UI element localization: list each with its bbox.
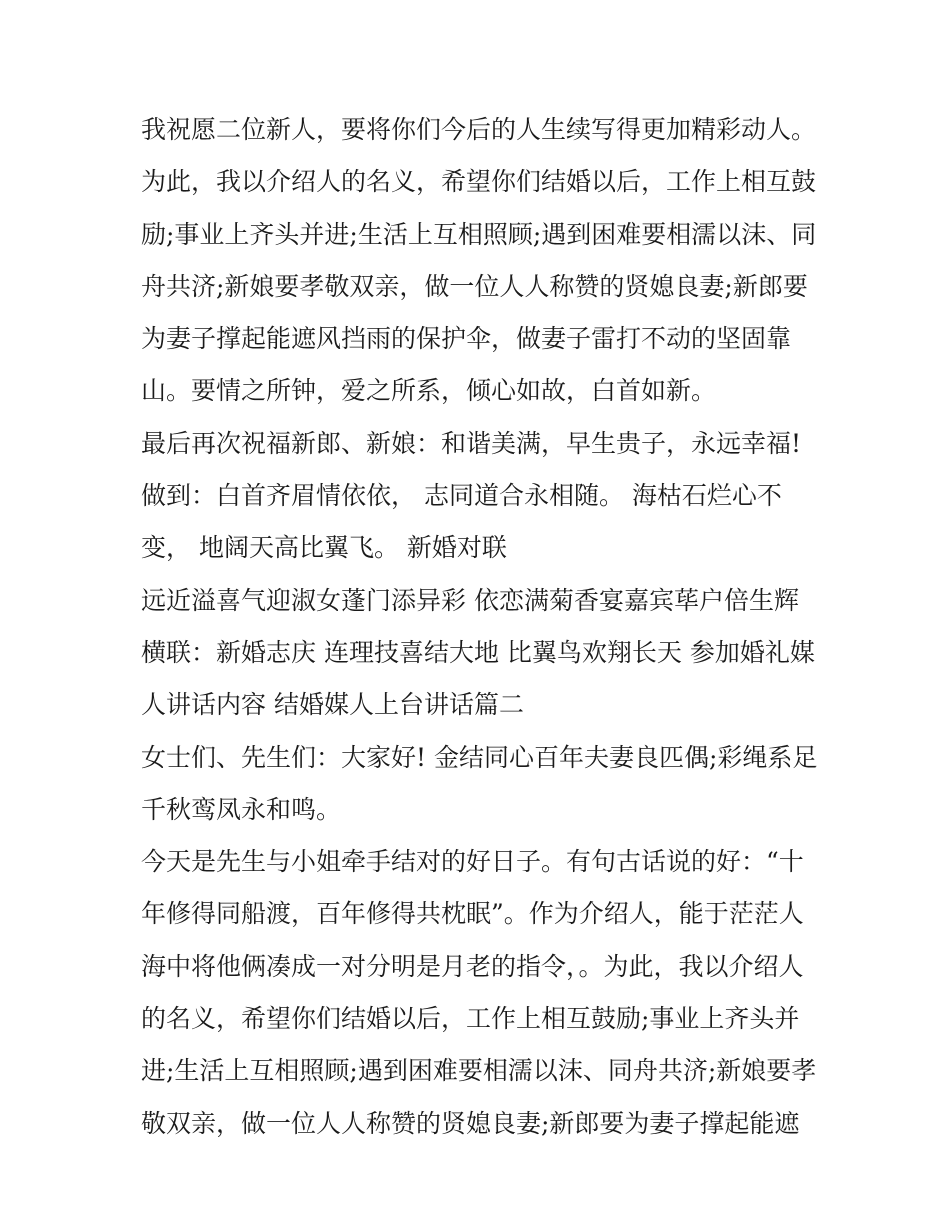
- text-line: 的名义，希望你们结婚以后，工作上相互鼓励;事业上齐头并: [141, 1004, 800, 1034]
- text-line: 励;事业上齐头并进;生活上互相照顾;遇到困难要相濡以沫、同: [141, 219, 817, 249]
- text-line: 舟共济;新娘要孝敬双亲，做一位人人称赞的贤媳良妻;新郎要: [141, 271, 808, 301]
- text-line: 女士们、先生们：大家好! 金结同心百年夫妻良匹偶;彩绳系足: [141, 742, 818, 772]
- text-line: 敬双亲，做一位人人称赞的贤媳良妻;新郎要为妻子撑起能遮: [141, 1108, 800, 1138]
- text-line: 我祝愿二位新人，要将你们今后的人生续写得更加精彩动人。: [141, 115, 817, 144]
- text-line: 为妻子撑起能遮风挡雨的保护伞，做妻子雷打不动的坚固靠: [141, 324, 792, 354]
- text-line: 千秋鸾凤永和鸣。: [141, 794, 342, 824]
- text-line: 进;生活上互相照顾;遇到困难要相濡以沫、同舟共济;新娘要孝: [141, 1056, 817, 1086]
- text-line: 年修得同船渡，百年修得共枕眠”。作为介绍人，能于茫茫人: [141, 899, 804, 929]
- text-line: 变， 地阔天高比翼飞。 新婚对联: [141, 533, 507, 563]
- text-line: 远近溢喜气迎淑女蓬门添异彩 依恋满菊香宴嘉宾荜户倍生辉: [141, 585, 799, 615]
- text-line: 山。要情之所钟，爱之所系，倾心如故，白首如新。: [141, 376, 717, 406]
- text-line: 横联：新婚志庆 连理技喜结大地 比翼鸟欢翔长天 参加婚礼媒: [141, 637, 815, 667]
- body-text: [141, 104, 821, 1150]
- text-line: 为此，我以介绍人的名义，希望你们结婚以后，工作上相互鼓: [141, 167, 817, 197]
- text-line: 最后再次祝福新郎、新娘：和谐美满，早生贵子，永远幸福!: [141, 428, 802, 458]
- text-line: 做到：白首齐眉情依依， 志同道合永相随。 海枯石烂心不: [141, 481, 782, 511]
- text-line: 人讲话内容 结婚媒人上台讲话篇二: [141, 690, 524, 720]
- text-line: 今天是先生与小姐牵手结对的好日子。有句古话说的好：“十: [141, 847, 804, 877]
- text-line: 海中将他俩凑成一对分明是月老的指令，。为此，我以介绍人: [141, 951, 804, 981]
